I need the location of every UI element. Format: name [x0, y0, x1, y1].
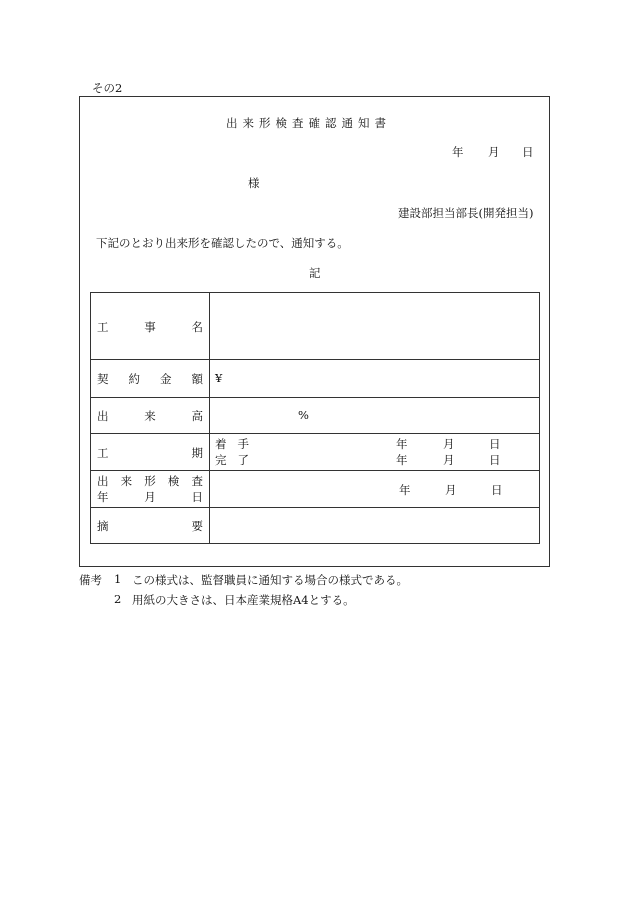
note-number: 2 — [114, 592, 122, 606]
value-progress-percent: % — [298, 408, 309, 422]
label-char: 期 — [191, 446, 203, 460]
end-year: 年 — [396, 453, 408, 467]
body-text: 下記のとおり出来形を確認したので、通知する。 — [96, 236, 349, 250]
row-divider — [91, 507, 539, 508]
end-day: 日 — [489, 453, 501, 467]
label-char: 事 — [144, 320, 156, 334]
label-day: 日 — [191, 490, 203, 504]
label-progress — [97, 408, 203, 424]
label-char: 金 — [160, 372, 172, 386]
label-month: 月 — [144, 490, 156, 504]
label-year: 年 — [97, 490, 109, 504]
note-number: 1 — [114, 572, 122, 586]
date-month: 月 — [488, 145, 500, 159]
form-number: その2 — [92, 81, 123, 95]
table-divider — [209, 293, 210, 543]
label-char: 摘 — [97, 519, 109, 533]
detail-table — [90, 292, 540, 544]
date-year: 年 — [452, 145, 464, 159]
label-char: 名 — [191, 320, 203, 334]
label-char: 査 — [191, 474, 203, 488]
note-text: 用紙の大きさは、日本産業規格A4とする。 — [132, 593, 355, 607]
label-char: 来 — [144, 409, 156, 423]
inspection-day: 日 — [491, 483, 503, 497]
row-divider — [91, 397, 539, 398]
inspection-year: 年 — [399, 483, 411, 497]
end-label: 完了 — [215, 453, 260, 467]
document-title: 出来形検査確認通知書 — [226, 116, 391, 130]
label-char: 約 — [128, 372, 140, 386]
label-inspection-date — [97, 489, 203, 505]
row-divider — [91, 433, 539, 434]
label-construction-period — [97, 445, 203, 461]
label-char: 高 — [191, 409, 203, 423]
label-char: 工 — [97, 320, 109, 334]
note-text: この様式は、監督職員に通知する場合の様式である。 — [132, 573, 408, 587]
label-char: 額 — [191, 372, 203, 386]
issuer: 建設部担当部長(開発担当) — [398, 206, 534, 220]
start-year: 年 — [396, 437, 408, 451]
end-month: 月 — [443, 453, 455, 467]
start-day: 日 — [489, 437, 501, 451]
record-heading: 記 — [309, 266, 321, 280]
label-char: 形 — [144, 474, 156, 488]
label-char: 来 — [120, 474, 133, 488]
start-month: 月 — [443, 437, 455, 451]
label-remarks — [97, 518, 203, 534]
value-contract-amount: ¥ — [215, 371, 223, 385]
addressee-suffix: 様 — [248, 176, 260, 190]
label-char: 出 — [97, 474, 109, 488]
label-inspection — [97, 473, 203, 489]
start-label: 着手 — [215, 437, 260, 451]
row-divider — [91, 359, 539, 360]
label-construction-name — [97, 319, 203, 335]
label-char: 検 — [167, 474, 180, 488]
inspection-month: 月 — [445, 483, 457, 497]
label-contract-amount — [97, 371, 203, 387]
label-char: 要 — [191, 519, 203, 533]
notes-prefix: 備考 — [79, 573, 102, 587]
label-char: 出 — [97, 409, 109, 423]
date-day: 日 — [522, 145, 534, 159]
label-char: 工 — [97, 446, 109, 460]
label-char: 契 — [97, 372, 109, 386]
row-divider — [91, 470, 539, 471]
